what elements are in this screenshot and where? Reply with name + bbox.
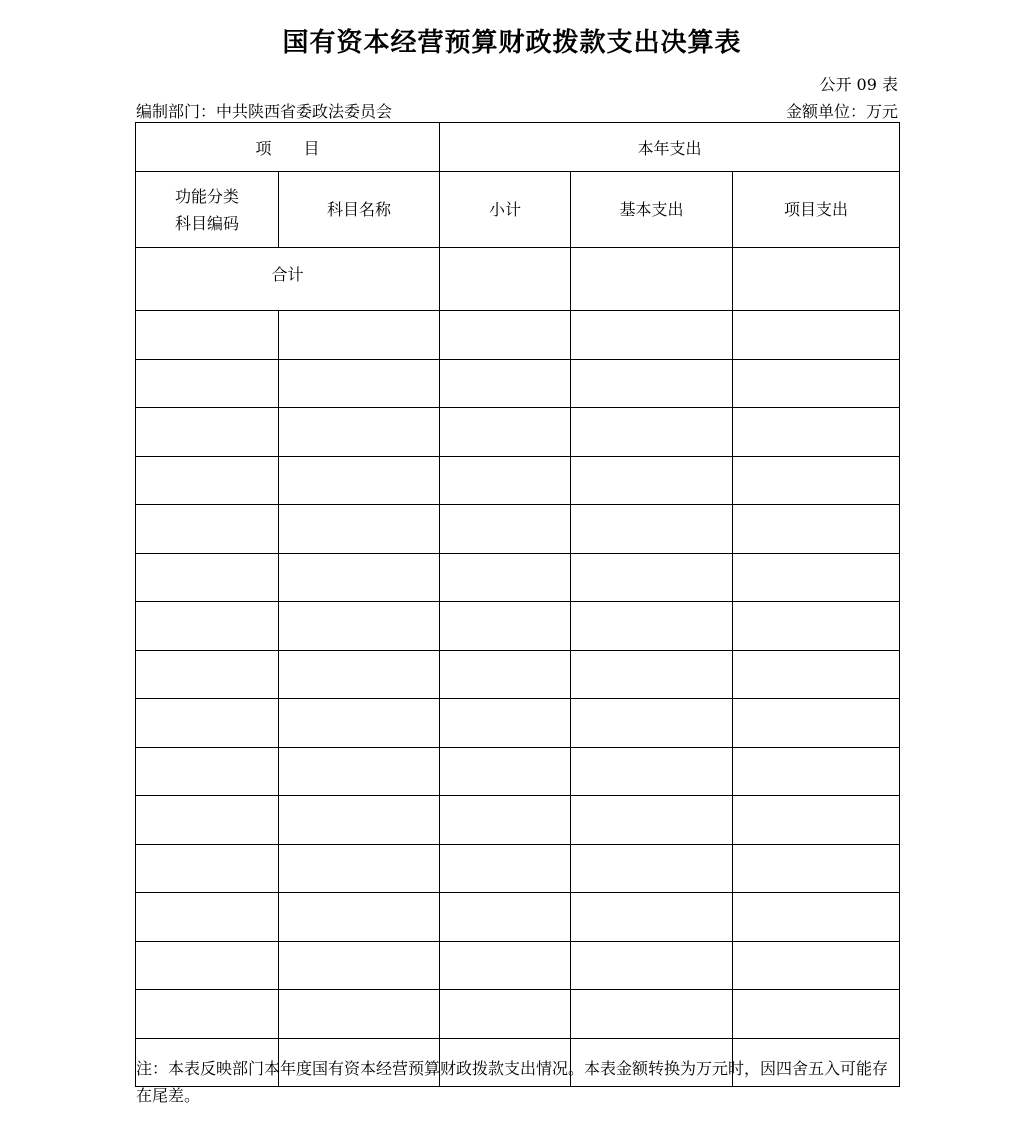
cell-project (733, 699, 900, 748)
table-row (136, 456, 900, 505)
total-basic (571, 248, 733, 311)
header-basic: 基本支出 (571, 172, 733, 248)
cell-project (733, 990, 900, 1039)
table-row (136, 602, 900, 651)
cell-code (136, 602, 279, 651)
cell-name (279, 893, 440, 942)
cell-subtotal (440, 602, 571, 651)
cell-code (136, 990, 279, 1039)
cell-code (136, 941, 279, 990)
cell-basic (571, 505, 733, 554)
cell-basic (571, 602, 733, 651)
table-row (136, 650, 900, 699)
cell-basic (571, 408, 733, 457)
header-item: 项 目 (136, 123, 440, 172)
cell-code (136, 796, 279, 845)
header-project: 项目支出 (733, 172, 900, 248)
cell-name (279, 456, 440, 505)
cell-basic (571, 456, 733, 505)
cell-name (279, 602, 440, 651)
header-current-year: 本年支出 (440, 123, 900, 172)
header-row-1 (136, 123, 900, 172)
cell-code (136, 553, 279, 602)
cell-subtotal (440, 456, 571, 505)
cell-name (279, 699, 440, 748)
cell-project (733, 456, 900, 505)
cell-subtotal (440, 553, 571, 602)
cell-name (279, 505, 440, 554)
cell-project (733, 844, 900, 893)
table-row (136, 359, 900, 408)
table-row (136, 699, 900, 748)
unit-label: 金额单位：万元 (785, 102, 898, 121)
total-project (733, 248, 900, 311)
table-row (136, 796, 900, 845)
cell-project (733, 359, 900, 408)
cell-name (279, 650, 440, 699)
cell-code (136, 311, 279, 360)
cell-name (279, 408, 440, 457)
cell-name (279, 990, 440, 1039)
cell-name (279, 311, 440, 360)
total-label: 合计 (136, 248, 440, 311)
cell-code (136, 456, 279, 505)
table-row (136, 990, 900, 1039)
cell-code (136, 408, 279, 457)
cell-subtotal (440, 650, 571, 699)
cell-basic (571, 747, 733, 796)
cell-basic (571, 699, 733, 748)
cell-subtotal (440, 990, 571, 1039)
cell-project (733, 408, 900, 457)
cell-code (136, 747, 279, 796)
cell-basic (571, 844, 733, 893)
cell-name (279, 553, 440, 602)
cell-code (136, 359, 279, 408)
cell-name (279, 359, 440, 408)
header-code-cell (136, 172, 279, 248)
cell-project (733, 505, 900, 554)
table-row (136, 941, 900, 990)
table-row (136, 893, 900, 942)
cell-subtotal (440, 699, 571, 748)
form-number: 公开 09 表 (819, 75, 898, 94)
cell-subtotal (440, 893, 571, 942)
cell-basic (571, 311, 733, 360)
cell-code (136, 893, 279, 942)
cell-basic (571, 941, 733, 990)
cell-project (733, 553, 900, 602)
cell-project (733, 602, 900, 651)
cell-basic (571, 990, 733, 1039)
cell-code (136, 505, 279, 554)
cell-project (733, 747, 900, 796)
cell-code (136, 650, 279, 699)
department-label: 编制部门：中共陕西省委政法委员会 (136, 102, 393, 121)
header-name: 科目名称 (279, 172, 440, 248)
cell-name (279, 747, 440, 796)
table-row (136, 311, 900, 360)
cell-basic (571, 359, 733, 408)
cell-name (279, 844, 440, 893)
cell-project (733, 650, 900, 699)
total-row (136, 248, 900, 311)
cell-name (279, 941, 440, 990)
table-row (136, 844, 900, 893)
total-subtotal (440, 248, 571, 311)
cell-subtotal (440, 311, 571, 360)
table-row (136, 553, 900, 602)
cell-code (136, 699, 279, 748)
cell-subtotal (440, 359, 571, 408)
cell-subtotal (440, 941, 571, 990)
cell-basic (571, 553, 733, 602)
table-row (136, 747, 900, 796)
cell-basic (571, 796, 733, 845)
cell-subtotal (440, 505, 571, 554)
cell-project (733, 311, 900, 360)
header-code-line1: 功能分类 (174, 186, 239, 206)
cell-subtotal (440, 747, 571, 796)
page-title: 国有资本经营预算财政拨款支出决算表 (282, 28, 742, 58)
table-row (136, 408, 900, 457)
cell-project (733, 893, 900, 942)
header-subtotal: 小计 (440, 172, 571, 248)
cell-name (279, 796, 440, 845)
cell-project (733, 941, 900, 990)
header-code-line2: 科目编码 (174, 213, 239, 233)
cell-subtotal (440, 408, 571, 457)
table-row (136, 505, 900, 554)
cell-project (733, 796, 900, 845)
cell-code (136, 844, 279, 893)
cell-basic (571, 893, 733, 942)
cell-basic (571, 650, 733, 699)
footnote: 注：本表反映部门本年度国有资本经营预算财政拨款支出情况。本表金额转换为万元时，因四舍五入可能存在尾差。 (136, 1059, 889, 1105)
expenditure-table (135, 122, 900, 1087)
cell-subtotal (440, 844, 571, 893)
header-row-2 (136, 172, 900, 248)
cell-subtotal (440, 796, 571, 845)
